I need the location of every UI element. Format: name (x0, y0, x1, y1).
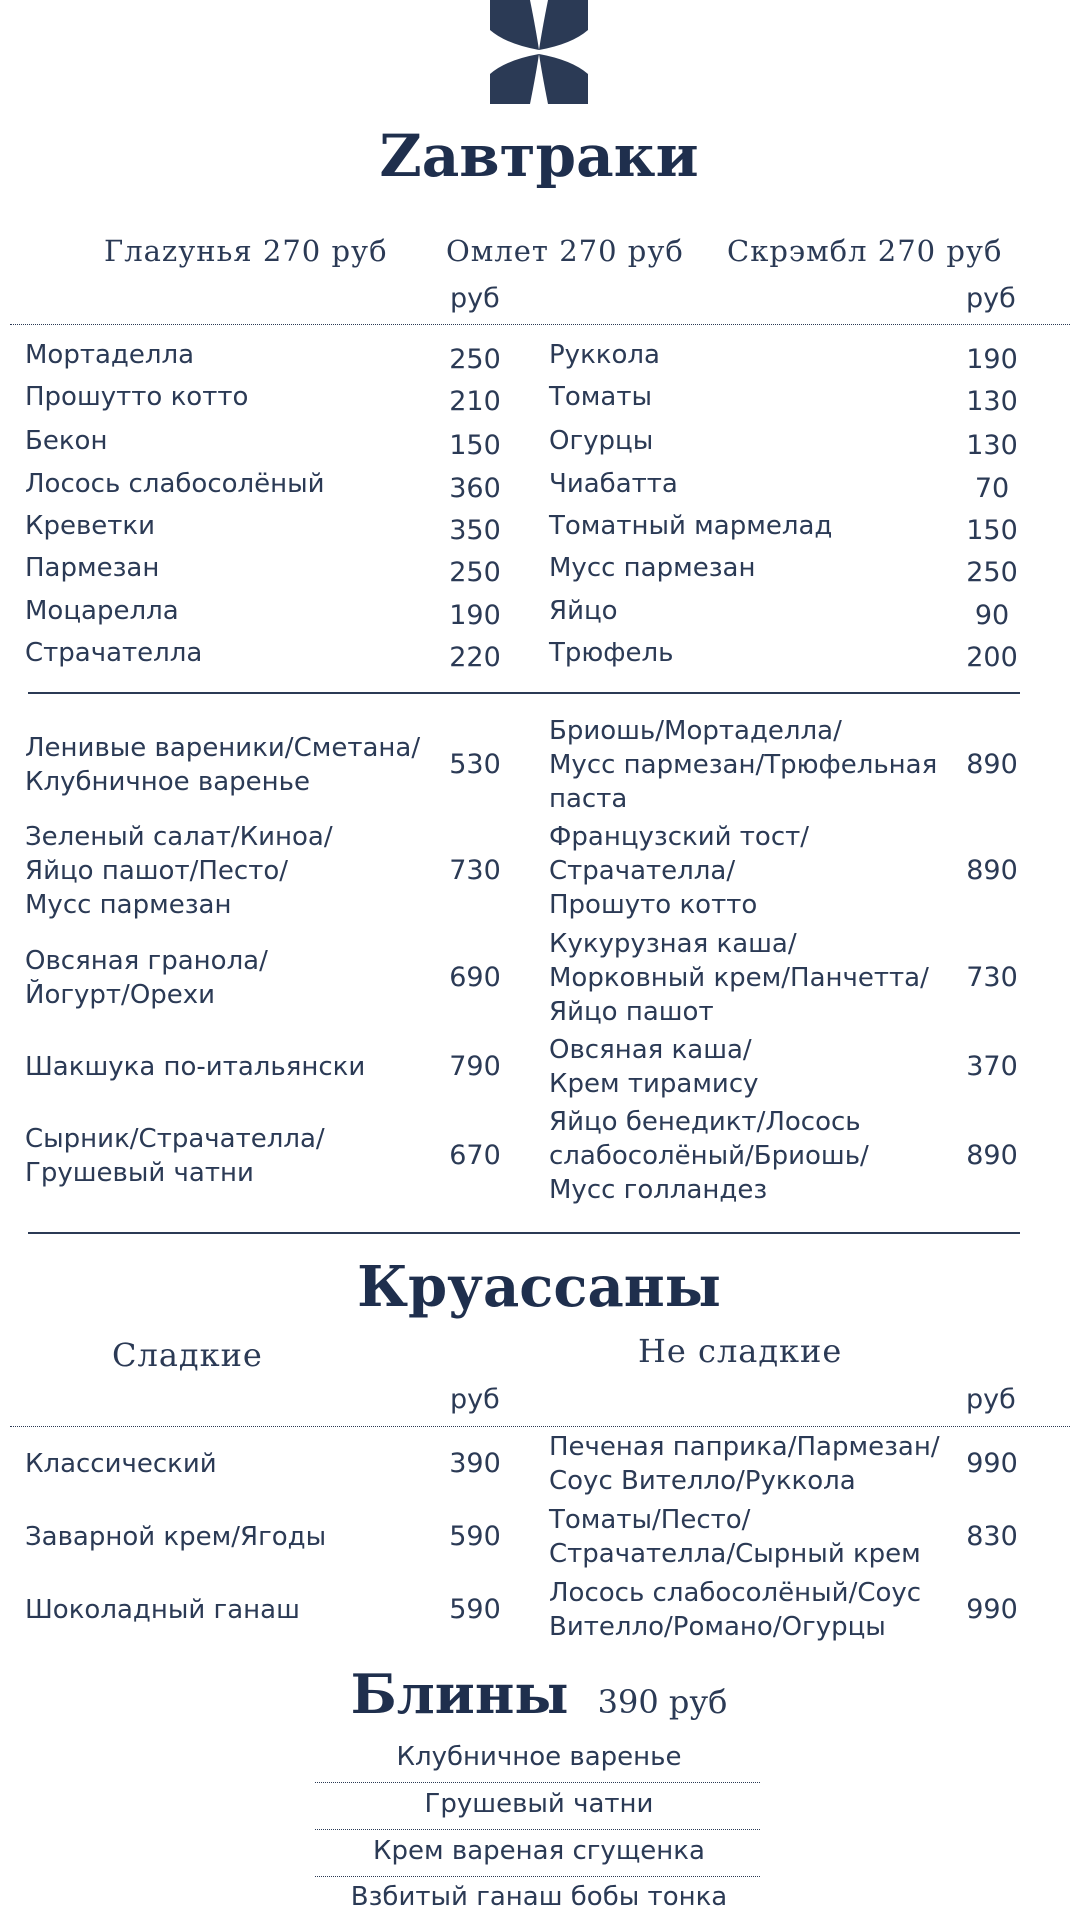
addon-name: Лосось слабосолёный (25, 469, 325, 499)
blini-topping: Взбитый ганаш бобы тонка (350, 1882, 728, 1912)
dish-line: Овсяная каша/ (549, 1035, 752, 1065)
addon-price: 250 (449, 557, 501, 588)
sweet-label: Сладкие (112, 1336, 263, 1374)
dish-line: Морковный крем/Панчетта/ (549, 963, 929, 993)
addon-price: 190 (449, 600, 501, 631)
dish-price: 990 (966, 1448, 1018, 1479)
dish-price: 690 (449, 962, 501, 993)
section-divider (28, 1232, 1020, 1234)
dish-line: Вителло/Романо/Огурцы (549, 1612, 886, 1642)
dish-line: Шакшука по-итальянски (25, 1052, 366, 1082)
addon-name: Бекон (25, 426, 108, 456)
dish-price: 990 (966, 1594, 1018, 1625)
dish-line: Страчателла/Сырный крем (549, 1539, 921, 1569)
dish-price: 730 (449, 855, 501, 886)
dish-line: Йогурт/Орехи (25, 980, 216, 1010)
dish-price: 590 (449, 1594, 501, 1625)
addon-price: 220 (449, 642, 501, 673)
egg-header-omelet: Омлет 270 руб (446, 234, 684, 268)
dish-price: 390 (449, 1448, 501, 1479)
dish-line: Крем тирамису (549, 1069, 759, 1099)
addon-price: 360 (449, 473, 501, 504)
savory-label: Не сладкие (638, 1332, 843, 1370)
dish-line: Клубничное варенье (25, 767, 310, 797)
addon-name: Страчателла (25, 638, 203, 668)
four-petal-logo-icon (486, 0, 592, 104)
dish-line: Яйцо пашот/Песто/ (25, 856, 289, 886)
dish-line: Зеленый салат/Киноа/ (25, 822, 333, 852)
addon-price: 150 (449, 430, 501, 461)
dish-price: 530 (449, 749, 501, 780)
dish-line: Ленивые вареники/Сметана/ (25, 733, 421, 763)
addon-price: 200 (966, 642, 1018, 673)
addon-name: Руккола (549, 340, 660, 370)
addon-price: 130 (966, 386, 1018, 417)
addon-name: Томаты (549, 382, 653, 412)
dish-line: Мусс пармезан/Трюфельная (549, 750, 938, 780)
dish-line: Томаты/Песто/ (549, 1505, 751, 1535)
currency-label-left: руб (450, 283, 500, 314)
addon-price: 190 (966, 344, 1018, 375)
addon-price: 210 (449, 386, 501, 417)
addon-name: Пармезан (25, 553, 160, 583)
dish-line: Шоколадный ганаш (25, 1595, 300, 1625)
dish-price: 890 (966, 749, 1018, 780)
dotted-divider (10, 1426, 1070, 1427)
dotted-divider (10, 324, 1070, 325)
addon-name: Яйцо (549, 596, 618, 626)
dotted-divider (315, 1829, 760, 1830)
dish-price: 590 (449, 1521, 501, 1552)
dish-line: Сырник/Страчателла/ (25, 1124, 325, 1154)
currency-label-right: руб (966, 1384, 1016, 1415)
addon-name: Моцарелла (25, 596, 179, 626)
addon-name: Мусс пармезан (549, 553, 756, 583)
addon-price: 70 (974, 473, 1010, 504)
dish-line: Мусс голландез (549, 1175, 768, 1205)
addon-price: 250 (966, 557, 1018, 588)
addon-name: Огурцы (549, 426, 654, 456)
dish-price: 730 (966, 962, 1018, 993)
addon-name: Прошутто котто (25, 382, 249, 412)
dish-line: слабосолёный/Бриошь/ (549, 1141, 869, 1171)
croissants-title: Круассаны (357, 1254, 721, 1320)
currency-label-right: руб (966, 283, 1016, 314)
dish-line: Яйцо пашот (549, 997, 714, 1027)
dotted-divider (315, 1782, 760, 1783)
dish-line: Кукурузная каша/ (549, 929, 797, 959)
dish-line: Соус Вителло/Руккола (549, 1466, 856, 1496)
dish-line: Овсяная гранола/ (25, 946, 268, 976)
addon-price: 130 (966, 430, 1018, 461)
blini-header (0, 1662, 1078, 1726)
dish-price: 790 (449, 1051, 501, 1082)
egg-header-fried: Глаzунья 270 руб (104, 234, 388, 268)
dish-line: Грушевый чатни (25, 1158, 254, 1188)
blini-price: 390 руб (597, 1683, 728, 1721)
section-divider (28, 692, 1020, 694)
addon-name: Чиабатта (549, 469, 678, 499)
addon-price: 90 (974, 600, 1010, 631)
blini-topping: Клубничное варенье (396, 1742, 682, 1772)
dish-line: Печеная паприка/Пармезан/ (549, 1432, 940, 1462)
dish-line: паста (549, 784, 628, 814)
dish-line: Французский тост/ (549, 822, 810, 852)
dish-price: 890 (966, 1140, 1018, 1171)
dish-line: Заварной крем/Ягоды (25, 1522, 327, 1552)
addon-name: Томатный мармелад (549, 511, 833, 541)
dish-line: Яйцо бенедикт/Лосось (549, 1107, 861, 1137)
dish-line: Прошуто котто (549, 890, 758, 920)
blini-title: Блины (350, 1662, 569, 1726)
dish-line: Мусс пармезан (25, 890, 232, 920)
dish-line: Бриошь/Мортаделла/ (549, 716, 842, 746)
breakfast-title: Zавтраки (379, 122, 699, 190)
blini-topping: Грушевый чатни (424, 1789, 654, 1819)
addon-price: 350 (449, 515, 501, 546)
dish-price: 890 (966, 855, 1018, 886)
dish-line: Страчателла/ (549, 856, 736, 886)
dish-price: 670 (449, 1140, 501, 1171)
currency-label-left: руб (450, 1384, 500, 1415)
addon-price: 150 (966, 515, 1018, 546)
addon-name: Трюфель (549, 638, 674, 668)
dotted-divider (315, 1876, 760, 1877)
blini-topping: Крем вареная сгущенка (373, 1836, 705, 1866)
addon-name: Мортаделла (25, 340, 195, 370)
dish-price: 830 (966, 1521, 1018, 1552)
addon-price: 250 (449, 344, 501, 375)
egg-header-scrambled: Скрэмбл 270 руб (727, 234, 1003, 268)
dish-line: Классический (25, 1449, 217, 1479)
dish-price: 370 (966, 1051, 1018, 1082)
dish-line: Лосось слабосолёный/Соус (549, 1578, 922, 1608)
addon-name: Креветки (25, 511, 156, 541)
